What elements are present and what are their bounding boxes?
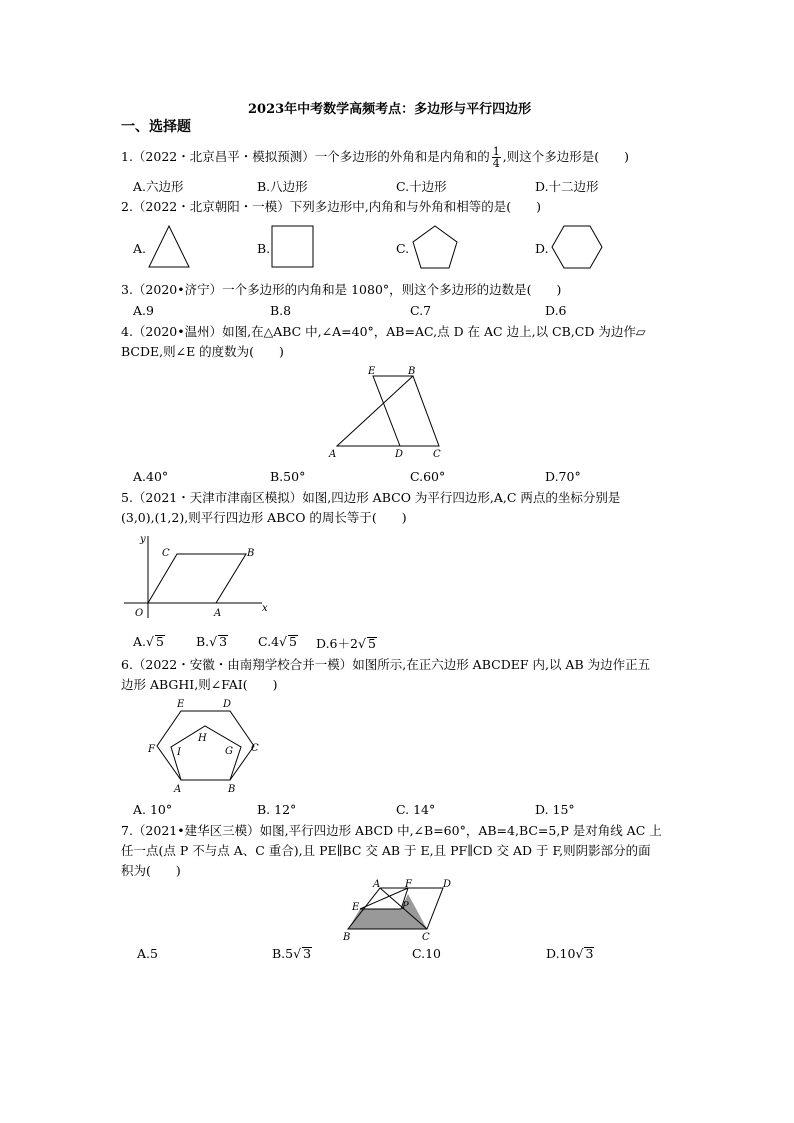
coordinate-figure [120, 532, 270, 622]
label-f: F [148, 744, 155, 755]
radicand: 5 [155, 634, 164, 649]
triangle-figure [146, 222, 192, 270]
square-shape [272, 226, 313, 267]
label-c: C [433, 449, 441, 460]
q4-option-c[interactable]: C.60° [410, 469, 446, 484]
label-h: H [198, 733, 207, 744]
question-7-line-1: 7.（2021•建华区三模）如图,平行四边形 ABCD 中,∠B=60°，AB=4,BC=5,P 是对角线 AC 上 [121, 823, 662, 838]
label-b: B [343, 932, 351, 943]
fraction: $\frac{1}{4}$ [492, 145, 500, 170]
section-heading: 一、选择题 [121, 119, 191, 135]
label-c: C [162, 548, 170, 559]
triangle-shape [149, 226, 189, 267]
page-title: 2023年中考数学高频考点：多边形与平行四边形 [248, 102, 532, 117]
label-a: A [329, 449, 337, 460]
q6-option-b[interactable]: B. 12° [257, 802, 297, 817]
q1-option-c[interactable]: C.十边形 [396, 179, 447, 194]
label-d: D [395, 449, 404, 460]
question-7-line-3: 积为( ) [121, 863, 181, 878]
label-g: G [225, 746, 233, 757]
q6-option-a[interactable]: A. 10° [133, 802, 173, 817]
label-e: E [177, 699, 185, 710]
shaded-parallelogram-figure [340, 879, 465, 943]
question-1-stem [121, 146, 629, 169]
q6-option-c[interactable]: C. 14° [396, 802, 436, 817]
radicand: 3 [303, 946, 312, 961]
pentagon-shape [413, 226, 457, 268]
question-2-stem: 2.（2022・北京朝阳・一模）下列多边形中,内角和与外角和相等的是( ) [121, 199, 541, 214]
hexagon-shape [552, 226, 602, 268]
q1-option-a[interactable]: A.六边形 [133, 179, 184, 194]
radicand: 3 [585, 946, 594, 961]
label-y: y [140, 534, 146, 545]
question-3-stem: 3.（2020•济宁）一个多边形的内角和是 1080°，则这个多边形的边数是( ) [121, 282, 562, 297]
q5-option-b[interactable]: B.√ 3 [196, 634, 228, 649]
q7-option-c[interactable]: C.10 [412, 946, 441, 961]
q1-option-d[interactable]: D.十二边形 [535, 179, 599, 194]
label-d: D [443, 879, 452, 890]
question-4-line-1: 4.（2020•温州）如图,在△ABC 中,∠A=40°，AB=AC,点 D 在 AC 边上,以 CB,CD 为边作▱ [121, 324, 646, 339]
q5-option-d[interactable]: D.6＋2√ 5 [316, 636, 376, 651]
label-p: P [402, 901, 409, 912]
label-a: A [214, 608, 222, 619]
question-7-line-2: 任一点(点 P 不与点 A、C 重合),且 PE∥BC 交 AB 于 E,且 PF∥CD 交 AD 于 F,则阴影部分的面 [121, 843, 651, 858]
question-5-line-2: (3,0),(1,2),则平行四边形 ABCO 的周长等于( ) [121, 510, 407, 525]
question-1-text: 1.（2022・北京昌平・模拟预测）一个多边形的外角和是内角和的 [121, 149, 490, 164]
hexagon-figure [550, 224, 604, 272]
label-b: B [247, 548, 255, 559]
parallelogram-triangle-figure [326, 364, 446, 460]
q2-option-b[interactable]: B. [257, 241, 271, 256]
square-figure [270, 224, 316, 270]
label-d: D [223, 699, 232, 710]
q7-option-d[interactable]: D.10√ 3 [546, 946, 594, 961]
question-5-line-1: 5.（2021・天津市津南区模拟）如图,四边形 ABCO 为平行四边形,A,C 两点的坐标分别是 [121, 490, 621, 505]
label-e: E [352, 902, 360, 913]
q5-option-a[interactable]: A.√ 5 [133, 634, 164, 649]
q5-option-c[interactable]: C.4√ 5 [258, 634, 297, 649]
q4-option-a[interactable]: A.40° [133, 469, 169, 484]
label-c: C [251, 743, 259, 754]
question-6-line-1: 6.（2022・安徽・由南翔学校合并一模）如图所示,在正六边形 ABCDEF 内,以 AB 为边作正五 [121, 657, 651, 672]
label-b: B [408, 366, 416, 377]
q1-option-b[interactable]: B.八边形 [257, 179, 308, 194]
q7-option-a[interactable]: A.5 [137, 946, 158, 961]
shaded-region [348, 894, 427, 929]
hexagon-pentagon-figure [144, 696, 266, 794]
q4-option-b[interactable]: B.50° [270, 469, 306, 484]
label-o: O [135, 608, 144, 619]
label-b: B [228, 784, 236, 794]
label-a: A [174, 784, 182, 794]
label-x: x [262, 603, 268, 614]
question-6-line-2: 边形 ABGHI,则∠FAI( ) [121, 677, 278, 692]
q2-option-d[interactable]: D. [535, 241, 549, 256]
q3-option-d[interactable]: D.6 [545, 303, 567, 318]
q2-option-a[interactable]: A. [133, 241, 147, 256]
radicand: 5 [289, 634, 297, 649]
regular-hexagon [157, 711, 254, 780]
q2-option-c[interactable]: C. [396, 241, 410, 256]
q6-option-d[interactable]: D. 15° [535, 802, 575, 817]
q3-option-a[interactable]: A.9 [133, 303, 154, 318]
q3-option-b[interactable]: B.8 [270, 303, 292, 318]
label-e: E [368, 366, 376, 377]
label-c: C [422, 932, 430, 943]
parallelogram-sides [373, 376, 413, 446]
pentagon-figure [410, 224, 460, 272]
q3-option-c[interactable]: C.7 [410, 303, 432, 318]
q7-option-b[interactable]: B.5√ 3 [272, 946, 312, 961]
parallelogram-abco [148, 554, 246, 603]
label-a: A [373, 879, 381, 890]
radicand: 3 [219, 634, 228, 649]
triangle-abc [337, 376, 439, 446]
radicand: 5 [367, 636, 376, 651]
question-1-text-end: ,则这个多边形是( ) [502, 149, 629, 164]
label-f: F [405, 879, 412, 890]
question-4-line-2: BCDE,则∠E 的度数为( ) [121, 344, 284, 359]
q4-option-d[interactable]: D.70° [545, 469, 581, 484]
label-i: I [177, 747, 181, 758]
